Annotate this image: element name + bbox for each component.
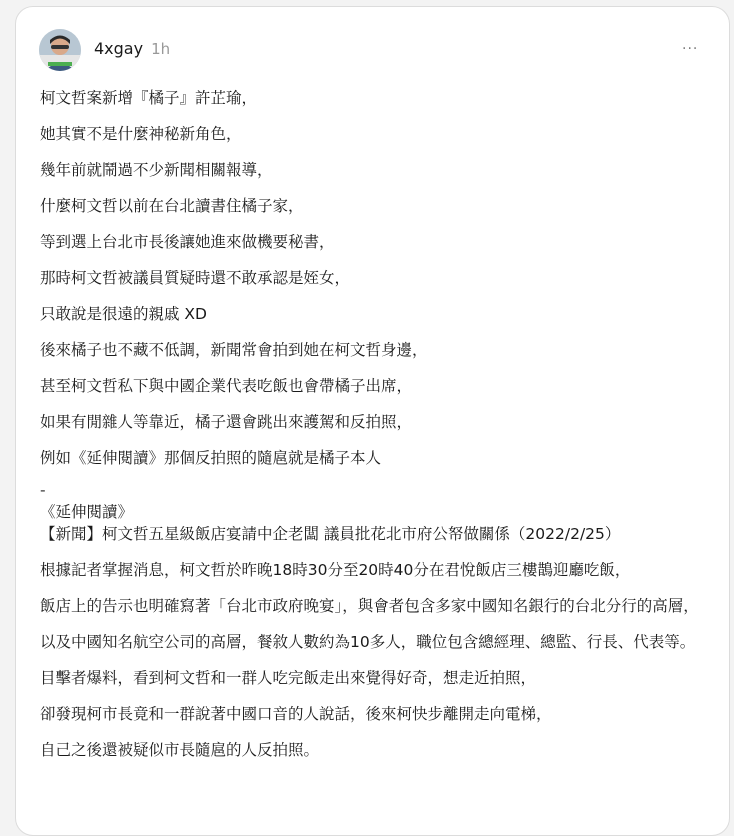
post-line: 柯文哲案新增『橘子』許芷瑜， <box>40 89 258 107</box>
avatar[interactable] <box>39 29 81 71</box>
news-line: 卻發現柯市長竟和一群說著中國口音的人說話，後來柯快步離開走向電梯， <box>40 705 552 723</box>
username[interactable]: 4xgay <box>94 39 144 58</box>
news-line: 根據記者掌握消息，柯文哲於昨晚18時30分至20時40分在君悅飯店三樓鵲迎廳吃飯， <box>40 561 631 579</box>
news-line: 以及中國知名航空公司的高層，餐敘人數約為10多人，職位包含總經理、總監、行長、代表等。 <box>40 633 696 651</box>
post-body <box>40 87 710 775</box>
post-line: 只敢說是很遠的親戚 XD <box>40 305 207 323</box>
post-line: 甚至柯文哲私下與中國企業代表吃飯也會帶橘子出席， <box>40 377 413 395</box>
more-options-icon[interactable]: ··· <box>682 41 699 57</box>
post-header <box>94 39 170 58</box>
post-time[interactable]: 1h <box>151 40 171 58</box>
post-line: 等到選上台北市長後讓她進來做機要秘書， <box>40 233 335 251</box>
extended-reading-label: 《延伸閱讀》 <box>40 503 134 521</box>
post-line: 幾年前就鬧過不少新聞相關報導， <box>40 161 273 179</box>
post-line: 她其實不是什麼神秘新角色， <box>40 125 242 143</box>
post-line: 後來橘子也不藏不低調，新聞常會拍到她在柯文哲身邊， <box>40 341 428 359</box>
post-line: 那時柯文哲被議員質疑時還不敢承認是姪女， <box>40 269 351 287</box>
separator: - <box>40 481 46 499</box>
news-line: 飯店上的告示也明確寫著「台北市政府晚宴」，與會者包含多家中國知名銀行的台北分行的高層， <box>40 597 699 615</box>
post-card <box>15 6 730 836</box>
post-line: 什麼柯文哲以前在台北讀書住橘子家， <box>40 197 304 215</box>
post-line: 如果有閒雜人等靠近，橘子還會跳出來護駕和反拍照， <box>40 413 413 431</box>
news-headline: 【新聞】柯文哲五星級飯店宴請中企老闆 議員批花北市府公帑做關係（2022/2/25） <box>40 525 621 543</box>
avatar-image <box>39 29 81 71</box>
news-line: 目擊者爆料，看到柯文哲和一群人吃完飯走出來覺得好奇，想走近拍照， <box>40 669 537 687</box>
news-line: 自己之後還被疑似市長隨扈的人反拍照。 <box>40 741 320 759</box>
post-line: 例如《延伸閱讀》那個反拍照的隨扈就是橘子本人 <box>40 449 382 467</box>
